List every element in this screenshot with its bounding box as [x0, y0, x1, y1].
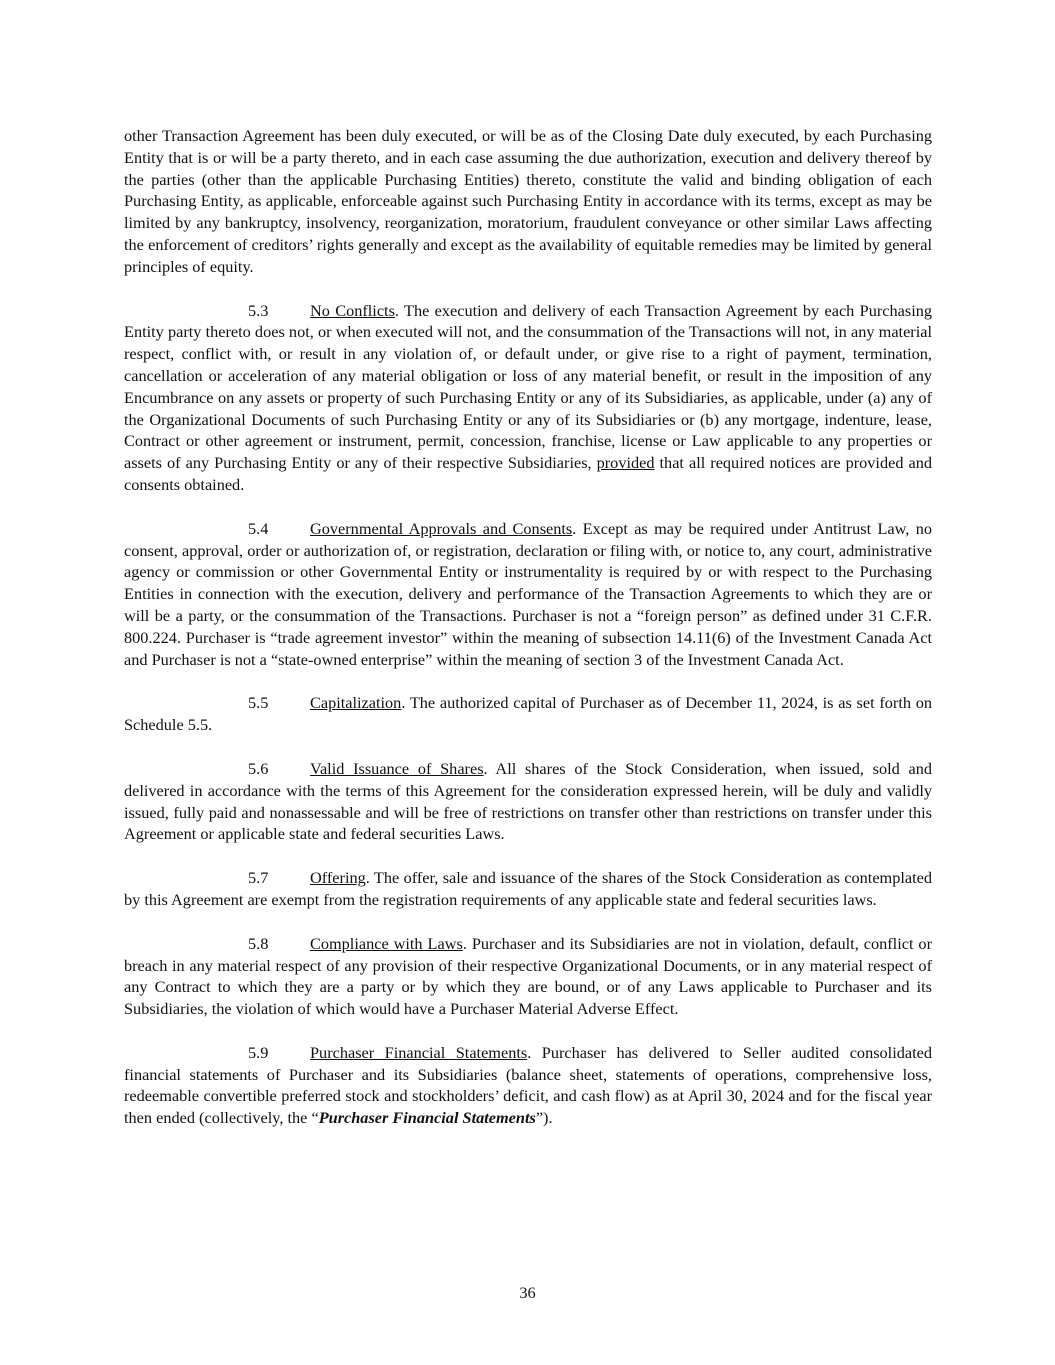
- page-number: 36: [519, 1283, 536, 1302]
- section-5-4: [124, 518, 932, 671]
- section-5-5: [124, 692, 932, 736]
- section-text: . The authorized capital of Purchaser as of December 11, 2024, is as set forth on Schedule 5.5.: [124, 693, 932, 735]
- section-heading: Governmental Approvals and Consents: [310, 518, 573, 538]
- section-text: . The execution and delivery of each Transaction Agreement by each Purchasing Entity party thereto does not, or when executed will not, and the consummation of the Transactions will not, in any material respect, conflict with, or result in any violation of, or default under, or give rise to a right of payment, termination, cancellation or acceleration of any material obligation or loss of any material benefit, or result in the imposition of any Encumbrance on any assets or property of such Purchasing Entity or any of its Subsidiaries, as applicable, under (a) any of the Organizational Documents of such Purchasing Entity or any of its Subsidiaries or (b) any mortgage, indenture, lease, Contract or other agreement or instrument, permit, concession, franchise, license or Law applicable to any properties or assets of any Purchasing Entity or any of their respective Subsidiaries,: [124, 300, 932, 473]
- section-heading: Purchaser Financial Statements: [310, 1042, 528, 1062]
- section-text: . The offer, sale and issuance of the shares of the Stock Consideration as contemplated by this Agreement are exempt from the registration requirements of any applicable state and federal securities laws.: [124, 868, 932, 909]
- section-text: . Purchaser and its Subsidiaries are not in violation, default, conflict or breach in any material respect of any provision of their respective Organizational Documents, or in any material respect of any Contract to which they are a party or by which they are bound, or of any Laws applicable to Purchaser and its Subsidiaries, the violation of which would have a Purchaser Material Adverse Effect.: [124, 933, 932, 1019]
- section-number: 5.6: [248, 758, 269, 778]
- section-text: . Purchaser has delivered to Seller audited consolidated financial statements of Purchaser and its Subsidiaries (balance sheet, statements of operations, comprehensive loss, redeemable convertible preferred stock and stockholders’ deficit, and cash flow) as at April 30, 2024 and for the fiscal year then ended (collectively, the “: [124, 1042, 932, 1128]
- section-heading: Compliance with Laws: [310, 933, 463, 953]
- section-text-after: ”).: [535, 1108, 553, 1128]
- section-number: 5.7: [248, 868, 269, 888]
- section-5-8: [124, 933, 932, 1020]
- document-body: [124, 125, 932, 1151]
- section-5-6: [124, 758, 932, 845]
- section-heading: Capitalization: [310, 693, 402, 713]
- section-text: . All shares of the Stock Consideration, when issued, sold and delivered in accordance with the terms of this Agreement for the consideration expressed herein, will be duly and validly issued, fully paid and nonassessable and will be free of restrictions on transfer other than restrictions on transfer under this Agreement or applicable state and federal securities Laws.: [124, 758, 932, 844]
- section-5-9: [124, 1042, 932, 1129]
- section-number: 5.8: [248, 933, 269, 953]
- section-5-3: [124, 300, 932, 496]
- section-heading: Offering: [310, 868, 366, 888]
- intro-paragraph: other Transaction Agreement has been duly executed, or will be as of the Closing Date duly executed, by each Purchasing Entity that is or will be a party thereto, and in each case assuming the due authorization, execution and delivery thereof by the parties (other than the applicable Purchasing Entities) thereto, constitute the valid and binding obligation of each Purchasing Entity, as applicable, enforceable against such Purchasing Entity in accordance with its terms, except as may be limited by any bankruptcy, insolvency, reorganization, moratorium, fraudulent conveyance or other similar Laws affecting the enforcement of creditors’ rights generally and except as the availability of equitable remedies may be limited by general principles of equity.: [124, 126, 932, 276]
- defined-term: Purchaser Financial Statements: [318, 1108, 536, 1128]
- section-number: 5.3: [248, 300, 269, 320]
- section-heading: No Conflicts: [310, 300, 395, 320]
- section-text: . Except as may be required under Antitrust Law, no consent, approval, order or authorization of, or registration, declaration or filing with, or notice to, any court, administrative agency or commission or other Governmental Entity or instrumentality is required by or with respect to the Purchasing Entities in connection with the execution, delivery and performance of the Transaction Agreements to which they are or will be a party, or the consummation of the Transactions. Purchaser is not a “foreign person” as defined under 31 C.F.R. 800.224. Purchaser is “trade agreement investor” within the meaning of subsection 14.11(6) of the Investment Canada Act and Purchaser is not a “state-owned enterprise” within the meaning of section 3 of the Investment Canada Act.: [124, 518, 932, 669]
- section-5-7: [124, 867, 932, 911]
- section-number: 5.4: [248, 518, 269, 538]
- section-number: 5.5: [248, 693, 269, 713]
- section-number: 5.9: [248, 1042, 269, 1062]
- underlined-term: provided: [596, 453, 655, 473]
- section-heading: Valid Issuance of Shares: [310, 758, 484, 778]
- section-text-after: that all required notices are provided and consents obtained.: [124, 453, 932, 494]
